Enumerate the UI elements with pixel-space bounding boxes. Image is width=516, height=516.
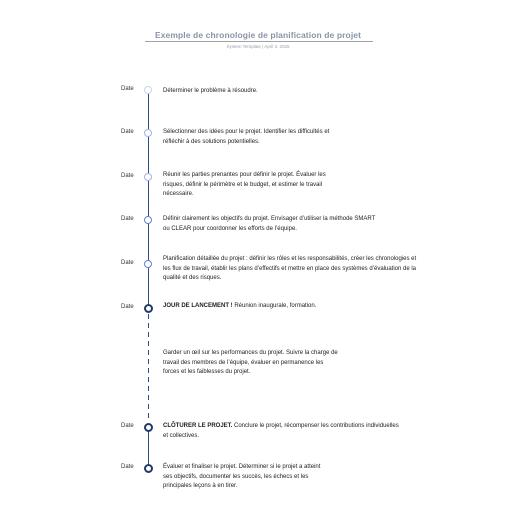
event-description: Sélectionner des idées pour le projet. Identifier les difficultés et réfléchir à des solutions potentielles. bbox=[163, 129, 330, 145]
event-date: Date bbox=[121, 173, 134, 179]
timeline-node bbox=[144, 216, 152, 224]
event-date: Date bbox=[121, 260, 134, 266]
timeline-line-end bbox=[148, 428, 149, 468]
event-date: Date bbox=[121, 423, 134, 429]
event-highlight: CLÔTURER LE PROJET. bbox=[163, 423, 233, 429]
event-description: CLÔTURER LE PROJET. Conclure le projet, récompenser les contributions individuelles et collectives. bbox=[163, 423, 399, 439]
timeline-line bbox=[148, 92, 149, 308]
timeline-node bbox=[144, 86, 152, 94]
event-description: Garder un œil sur les performances du projet. Suivre la charge de travail des membres de l’équipe, évaluer en permanence les forces et les faiblesses du projet. bbox=[163, 350, 338, 376]
event-description: Définir clairement les objectifs du projet. Envisager d’utiliser la méthode SMART ou CLEAR pour coordonner les efforts de l’équipe. bbox=[163, 216, 376, 232]
timeline-dashed-line bbox=[148, 314, 149, 422]
event-description: Déterminer le problème à résoudre. bbox=[163, 88, 258, 94]
event-date: Date bbox=[121, 304, 134, 310]
event-description: JOUR DE LANCEMENT ! Réunion inaugurale, formation. bbox=[163, 303, 317, 309]
event-date: Date bbox=[121, 86, 134, 92]
event-date: Date bbox=[121, 464, 134, 470]
timeline-node bbox=[144, 464, 153, 473]
timeline-node bbox=[144, 304, 153, 313]
timeline-node bbox=[144, 129, 152, 137]
timeline-node bbox=[144, 423, 153, 432]
timeline-node bbox=[144, 260, 152, 268]
event-date: Date bbox=[121, 129, 134, 135]
timeline-node bbox=[144, 173, 152, 181]
event-highlight: JOUR DE LANCEMENT ! bbox=[163, 303, 233, 309]
document-subtitle: System Template | April 3, 2025 bbox=[226, 44, 290, 49]
event-description: Réunir les parties prenantes pour définir le projet. Évaluer les risques, définir le périmètre et le budget, et estimer le travail nécessaire. bbox=[163, 172, 326, 198]
event-date: Date bbox=[121, 216, 134, 222]
document-title: Exemple de chronologie de planification de projet bbox=[154, 30, 362, 40]
event-description: Évaluer et finaliser le projet. Déterminer si le projet a atteint ses objectifs, documenter les succès, les échecs et les principales leçons à en tirer. bbox=[163, 464, 321, 490]
event-description: Planification détaillée du projet : définir les rôles et les responsabilités, créer les chronologies et les flux de travail, établir les plans d’effectifs et mettre en place des systèmes d’évaluation de la qualité et des risques. bbox=[163, 256, 417, 282]
